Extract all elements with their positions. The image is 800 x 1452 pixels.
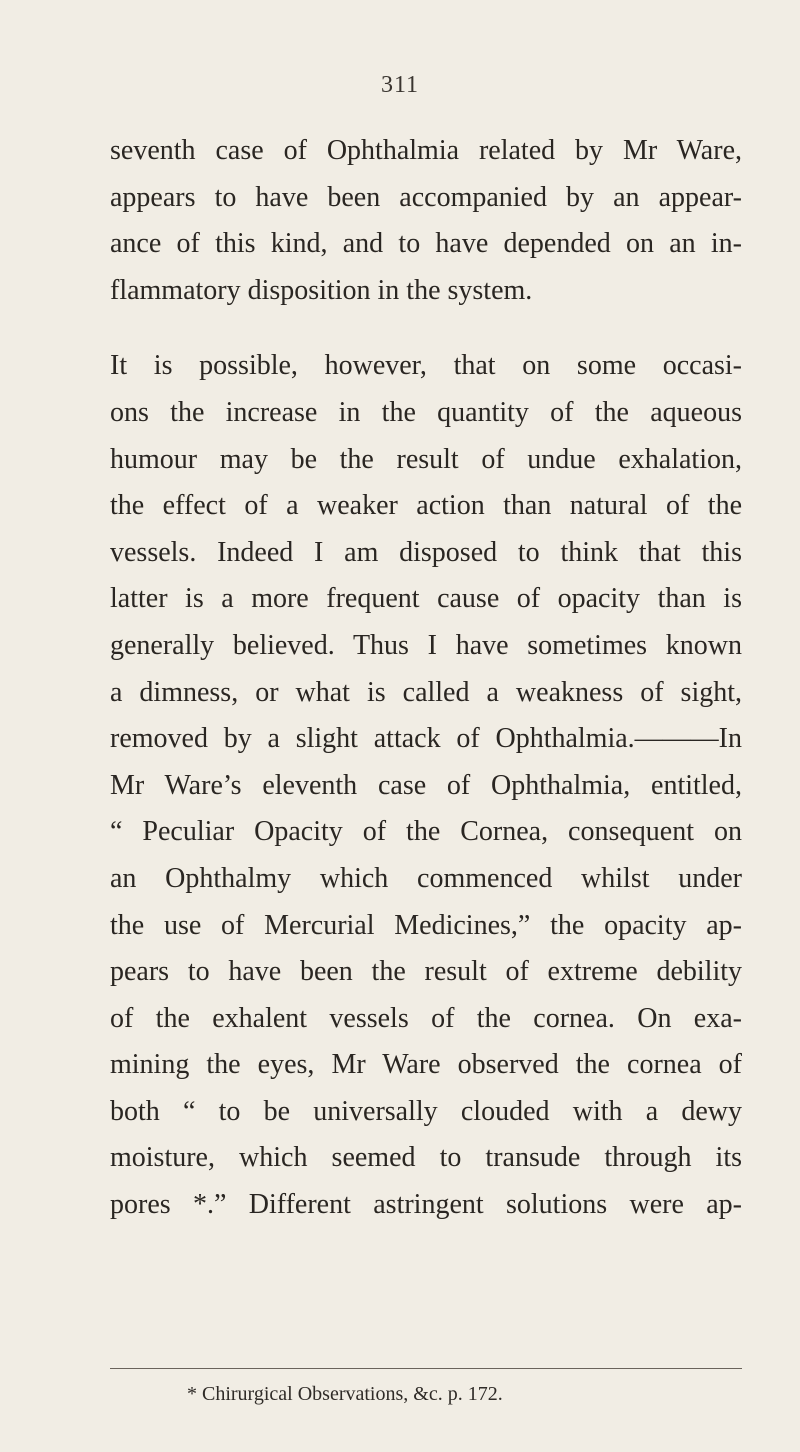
text-line: pears to have been the result of extreme debility: [110, 956, 742, 988]
text-line: “ Peculiar Opacity of the Cornea, consequent on: [110, 816, 742, 848]
text-line: the use of Mercurial Medicines,” the opacity ap-: [110, 909, 742, 941]
paragraph-2: [110, 343, 742, 1228]
text-line: seventh case of Ophthalmia related by Mr Ware,: [110, 135, 742, 166]
text-line: flammatory disposition in the system.: [110, 274, 533, 306]
page-number: 311: [380, 72, 420, 98]
text-line: mining the eyes, Mr Ware observed the cornea of: [110, 1049, 742, 1081]
text-line: generally believed. Thus I have sometimes known: [110, 629, 742, 661]
paragraph-1: [110, 128, 742, 314]
text-line: moisture, which seemed to transude through its: [110, 1142, 742, 1174]
text-line: removed by a slight attack of Ophthalmia.———In: [110, 723, 742, 755]
text-line: of the exhalent vessels of the cornea. On exa-: [110, 1002, 742, 1034]
text-line: It is possible, however, that on some occasi-: [110, 350, 742, 382]
text-line: humour may be the result of undue exhalation,: [110, 443, 742, 475]
text-line: latter is a more frequent cause of opacity than is: [110, 583, 742, 615]
footnote-divider: [110, 1368, 742, 1369]
text-line: appears to have been accompanied by an appear-: [110, 181, 742, 213]
text-line: pores *.” Different astringent solutions were ap-: [110, 1189, 742, 1221]
text-line: an Ophthalmy which commenced whilst under: [110, 862, 742, 894]
text-line: Mr Ware’s eleventh case of Ophthalmia, entitled,: [110, 769, 742, 801]
text-line: a dimness, or what is called a weakness of sight,: [110, 676, 742, 708]
text-line: both “ to be universally clouded with a dewy: [110, 1095, 742, 1127]
text-line: vessels. Indeed I am disposed to think that this: [110, 536, 742, 568]
body-text: [110, 128, 742, 1229]
footnote: * Chirurgical Observations, &c. p. 172.: [187, 1383, 503, 1405]
text-line: ance of this kind, and to have depended on an in-: [110, 228, 742, 260]
text-line: ons the increase in the quantity of the aqueous: [110, 396, 742, 428]
paragraph-gap: [110, 314, 742, 343]
text-line: the effect of a weaker action than natural of the: [110, 490, 742, 522]
